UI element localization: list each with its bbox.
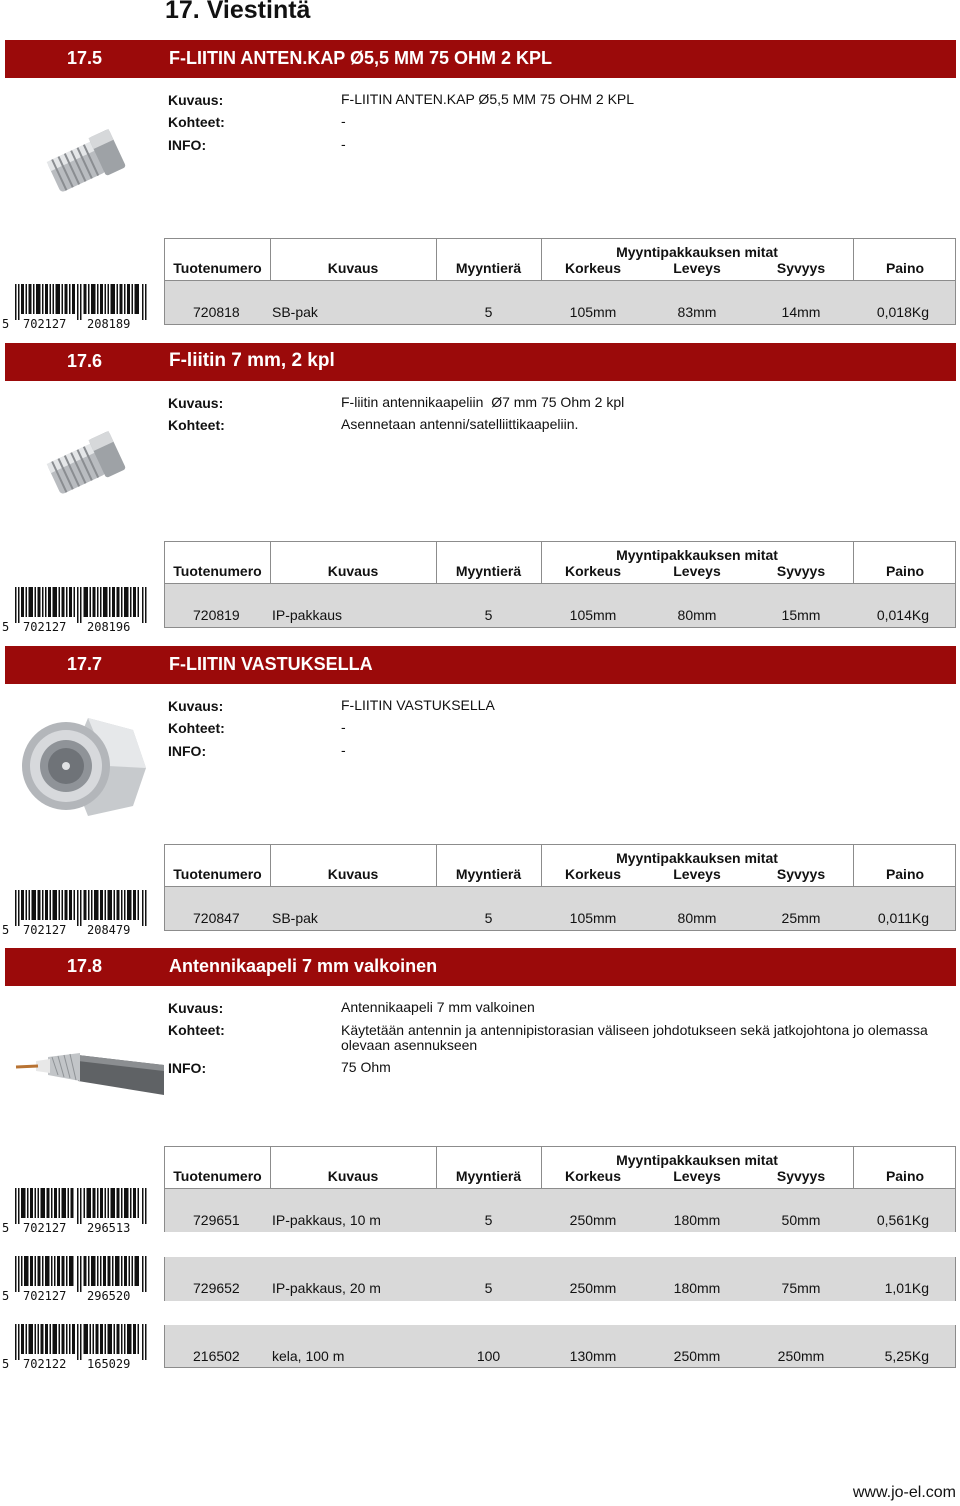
spec-table-header: [165, 1147, 955, 1188]
header-korkeus: Korkeus: [564, 1168, 622, 1184]
barcode-bars: [15, 890, 147, 926]
kohteet-value: Käytetään antennin ja antennipistorasian väliseen johdotukseen sekä jatkojohtona jo olemassa olevaan asennukseen: [341, 1022, 928, 1053]
cell-syvyys: 15mm: [781, 607, 821, 623]
spec-table-continued: [164, 1257, 956, 1301]
spec-table-header: [165, 239, 955, 280]
barcode: [0, 1188, 150, 1236]
f-connector-resistor-photo: [8, 688, 158, 838]
header-paino: Paino: [885, 1168, 925, 1184]
cell-myyntiera: 5: [484, 1212, 493, 1228]
barcode-digits-left: 702127: [23, 923, 67, 937]
row-gap: [164, 1233, 956, 1257]
header-korkeus: Korkeus: [564, 563, 622, 579]
barcode-digit-prefix: 5: [2, 620, 10, 634]
cell-syvyys: 25mm: [781, 910, 821, 926]
table-row: [165, 1325, 955, 1367]
cell-myyntiera: 5: [484, 304, 493, 320]
header-paino: Paino: [885, 260, 925, 276]
cell-kuvaus: SB-pak: [272, 304, 318, 320]
cell-paino: 0,014Kg: [876, 607, 929, 623]
section-header-17-6: [5, 343, 956, 381]
section-number: 17.8: [67, 956, 103, 976]
kohteet-label: Kohteet:: [168, 1022, 225, 1038]
table-row: [165, 280, 955, 324]
header-myyntiera: Myyntierä: [455, 563, 522, 579]
cell-korkeus: 105mm: [569, 304, 617, 320]
header-kuvaus: Kuvaus: [327, 1168, 379, 1184]
kohteet-label: Kohteet:: [168, 417, 225, 433]
barcode-bars: [15, 1188, 147, 1224]
header-kuvaus: Kuvaus: [327, 260, 379, 276]
header-leveys: Leveys: [673, 866, 721, 882]
barcode-digits-left: 702127: [23, 1289, 67, 1303]
barcode-digits-right: 208189: [87, 317, 131, 331]
cell-leveys: 83mm: [677, 304, 717, 320]
cell-leveys: 250mm: [673, 1348, 721, 1364]
barcode-digits-right: 208479: [87, 923, 131, 937]
cell-paino: 1,01Kg: [884, 1280, 929, 1296]
cell-korkeus: 250mm: [569, 1212, 617, 1228]
cell-korkeus: 105mm: [569, 910, 617, 926]
kohteet-value: Asennetaan antenni/satelliittikaapeliin.: [341, 416, 579, 432]
cell-leveys: 180mm: [673, 1280, 721, 1296]
header-kuvaus: Kuvaus: [327, 563, 379, 579]
spec-table: [164, 844, 956, 931]
barcode: [0, 890, 150, 938]
cell-korkeus: 130mm: [569, 1348, 617, 1364]
barcode-digit-prefix: 5: [2, 923, 10, 937]
header-paino: Paino: [885, 563, 925, 579]
cell-syvyys: 250mm: [777, 1348, 825, 1364]
cell-tuotenumero: 729651: [193, 1212, 240, 1228]
barcode-digit-prefix: 5: [2, 1221, 10, 1235]
cell-paino: 0,018Kg: [876, 304, 929, 320]
kuvaus-value: F-LIITIN VASTUKSELLA: [341, 697, 495, 713]
barcode-digits-left: 702122: [23, 1357, 67, 1371]
cell-kuvaus: IP-pakkaus: [272, 607, 343, 623]
kuvaus-label: Kuvaus:: [168, 395, 224, 411]
kuvaus-value: F-LIITIN ANTEN.KAP Ø5,5 MM 75 OHM 2 KPL: [341, 91, 635, 107]
cell-kuvaus: IP-pakkaus, 10 m: [272, 1212, 381, 1228]
header-myyntiera: Myyntierä: [455, 866, 522, 882]
kuvaus-value: F-liitin antennikaapeliin Ø7 mm 75 Ohm 2 kpl: [341, 394, 625, 410]
table-row: [165, 886, 955, 930]
cell-leveys: 80mm: [677, 910, 717, 926]
header-leveys: Leveys: [673, 563, 721, 579]
kohteet-label: Kohteet:: [168, 114, 225, 130]
barcode-bars: [15, 587, 147, 623]
header-paino: Paino: [885, 866, 925, 882]
barcode-digits-left: 702127: [23, 620, 67, 634]
section-number: 17.5: [67, 48, 103, 68]
cell-tuotenumero: 720847: [193, 910, 240, 926]
cell-tuotenumero: 720818: [193, 304, 240, 320]
page-title: 17. Viestintä: [165, 0, 311, 24]
info-value: -: [341, 742, 346, 758]
cell-kuvaus: kela, 100 m: [272, 1348, 345, 1364]
cell-paino: 0,011Kg: [877, 910, 929, 926]
cell-syvyys: 50mm: [781, 1212, 821, 1228]
spec-table-header: [165, 542, 955, 583]
header-korkeus: Korkeus: [564, 866, 622, 882]
coax-cable-photo: [8, 995, 164, 1140]
section-header-17-8: [5, 948, 956, 986]
barcode-digit-prefix: 5: [2, 1289, 10, 1303]
cell-paino: 5,25Kg: [884, 1348, 929, 1364]
section-title: F-liitin 7 mm, 2 kpl: [169, 350, 335, 371]
cell-leveys: 80mm: [677, 607, 717, 623]
barcode-digits-right: 296520: [87, 1289, 131, 1303]
cell-kuvaus: SB-pak: [272, 910, 318, 926]
kohteet-value: -: [341, 719, 346, 735]
kuvaus-label: Kuvaus:: [168, 698, 224, 714]
info-value: 75 Ohm: [341, 1059, 391, 1075]
barcode: [0, 1256, 150, 1304]
header-group: Myyntipakkauksen mitat: [616, 850, 778, 866]
barcode: [0, 587, 150, 635]
spec-table: [164, 1146, 956, 1232]
spec-table-header: [165, 845, 955, 886]
barcode-digits-right: 296513: [87, 1221, 131, 1235]
header-tuotenumero: Tuotenumero: [173, 260, 262, 276]
header-myyntiera: Myyntierä: [455, 260, 522, 276]
header-syvyys: Syvyys: [776, 563, 826, 579]
header-leveys: Leveys: [673, 260, 721, 276]
header-group: Myyntipakkauksen mitat: [616, 1152, 778, 1168]
cell-myyntiera: 100: [476, 1348, 501, 1364]
barcode-digit-prefix: 5: [2, 317, 10, 331]
cell-myyntiera: 5: [484, 607, 493, 623]
cell-paino: 0,561Kg: [876, 1212, 929, 1228]
header-tuotenumero: Tuotenumero: [173, 563, 262, 579]
kohteet-value: -: [341, 113, 346, 129]
spec-table: [164, 541, 956, 628]
row-gap: [164, 1301, 956, 1325]
f-connector-photo: [8, 388, 158, 528]
barcode-digits-right: 165029: [87, 1357, 131, 1371]
header-tuotenumero: Tuotenumero: [173, 866, 262, 882]
header-myyntiera: Myyntierä: [455, 1168, 522, 1184]
cell-syvyys: 75mm: [781, 1280, 821, 1296]
cell-tuotenumero: 216502: [193, 1348, 240, 1364]
barcode-bars: [15, 284, 147, 320]
header-leveys: Leveys: [673, 1168, 721, 1184]
section-header-17-7: [5, 646, 956, 684]
header-syvyys: Syvyys: [776, 866, 826, 882]
cell-korkeus: 105mm: [569, 607, 617, 623]
cell-syvyys: 14mm: [781, 304, 821, 320]
section-header-17-5: [5, 40, 956, 78]
info-label: INFO:: [168, 137, 207, 153]
kohteet-label: Kohteet:: [168, 720, 225, 736]
barcode-bars: [15, 1324, 147, 1360]
barcode: [0, 284, 150, 332]
footer-website[interactable]: www.jo-el.com: [852, 1484, 956, 1501]
table-row: [165, 583, 955, 627]
spec-table: [164, 238, 956, 325]
barcode-digits-left: 702127: [23, 1221, 67, 1235]
kuvaus-value: Antennikaapeli 7 mm valkoinen: [341, 999, 535, 1015]
section-title: Antennikaapeli 7 mm valkoinen: [169, 956, 438, 976]
barcode-digit-prefix: 5: [2, 1357, 10, 1371]
cell-tuotenumero: 729652: [193, 1280, 240, 1296]
cell-myyntiera: 5: [484, 1280, 493, 1296]
cell-kuvaus: IP-pakkaus, 20 m: [272, 1280, 381, 1296]
barcode-digits-right: 208196: [87, 620, 131, 634]
cell-korkeus: 250mm: [569, 1280, 617, 1296]
info-label: INFO:: [168, 1060, 207, 1076]
header-tuotenumero: Tuotenumero: [173, 1168, 262, 1184]
f-connector-photo: [8, 86, 158, 226]
header-korkeus: Korkeus: [564, 260, 622, 276]
spec-table-continued: [164, 1325, 956, 1368]
section-number: 17.6: [67, 351, 103, 371]
table-row: [165, 1188, 955, 1232]
kuvaus-label: Kuvaus:: [168, 92, 224, 108]
header-syvyys: Syvyys: [776, 260, 826, 276]
kuvaus-label: Kuvaus:: [168, 1000, 224, 1016]
table-row: [165, 1257, 955, 1301]
cell-tuotenumero: 720819: [193, 607, 240, 623]
cell-leveys: 180mm: [673, 1212, 721, 1228]
info-value: -: [341, 136, 346, 152]
header-group: Myyntipakkauksen mitat: [616, 547, 778, 563]
barcode-bars: [15, 1256, 147, 1292]
info-label: INFO:: [168, 743, 207, 759]
section-number: 17.7: [67, 654, 103, 674]
cell-myyntiera: 5: [484, 910, 493, 926]
header-syvyys: Syvyys: [776, 1168, 826, 1184]
header-group: Myyntipakkauksen mitat: [616, 244, 778, 260]
barcode: [0, 1324, 150, 1372]
section-title: F-LIITIN ANTEN.KAP Ø5,5 MM 75 OHM 2 KPL: [169, 48, 553, 68]
header-kuvaus: Kuvaus: [327, 866, 379, 882]
barcode-digits-left: 702127: [23, 317, 67, 331]
section-title: F-LIITIN VASTUKSELLA: [169, 654, 373, 674]
